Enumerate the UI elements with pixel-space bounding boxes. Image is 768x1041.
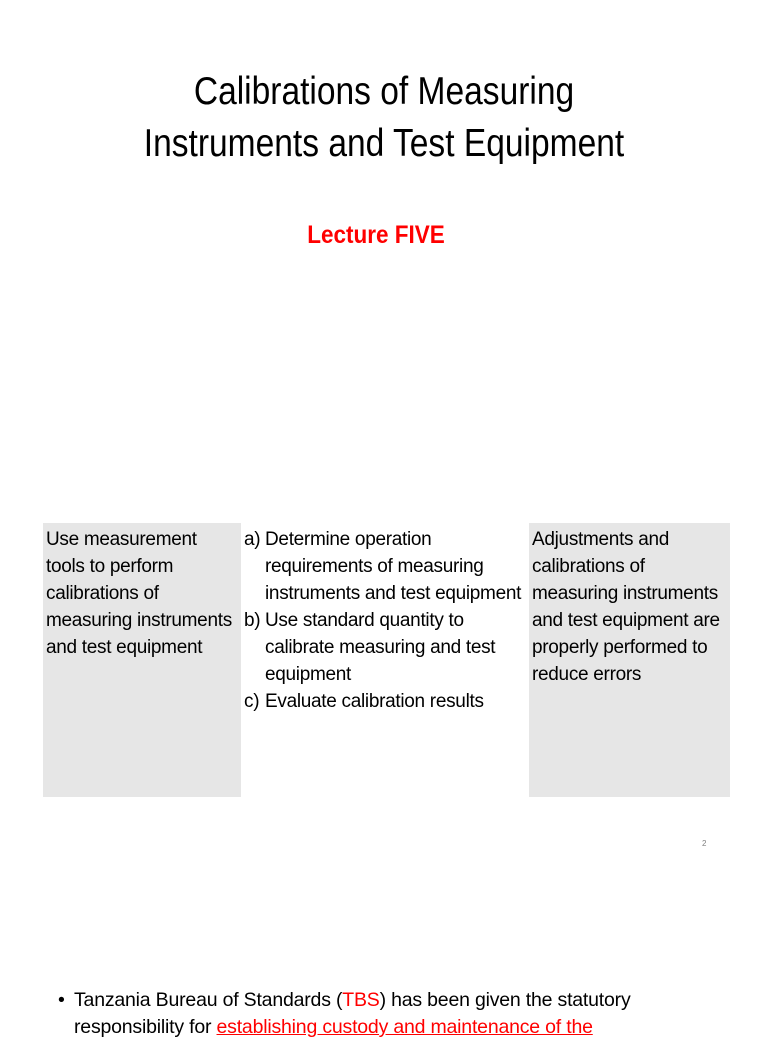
table-cell-steps — [241, 523, 530, 797]
step-text-cont: equipment — [265, 664, 352, 685]
step-text: Use standard quantity to — [265, 610, 464, 631]
cell-text-line: Adjustments and — [532, 529, 670, 550]
cell-text-line: properly performed to — [532, 637, 708, 658]
cell-text-line: calibrations of — [532, 556, 645, 577]
cell-text-line: tools to perform — [46, 556, 174, 577]
step-marker: b) — [244, 610, 261, 631]
table-cell-criteria — [529, 523, 730, 797]
cell-text-line: measuring instruments — [532, 583, 718, 604]
step-item-b — [244, 607, 530, 688]
cell-text-line: and test equipment are — [532, 610, 720, 631]
bullet-icon: • — [58, 989, 65, 1011]
slide-subtitle: Lecture FIVE — [307, 221, 445, 249]
page-number: 2 — [702, 839, 707, 848]
cell-text-line: calibrations of — [46, 583, 159, 604]
table-cell-competence — [43, 523, 241, 797]
cell-text-line: measuring instruments — [46, 610, 232, 631]
bullet-line-1 — [58, 987, 758, 1014]
step-text-cont: requirements of measuring — [265, 556, 484, 577]
bullet-highlight-tbs: TBS — [342, 989, 380, 1011]
bullet-item — [58, 987, 758, 1041]
step-item-c — [244, 688, 530, 715]
step-text-cont: calibrate measuring and test — [265, 637, 496, 658]
step-marker: a) — [244, 529, 261, 550]
bullet-line-2 — [58, 1014, 758, 1041]
bullet-highlight-custody: establishing custody and maintenance of the — [216, 1016, 593, 1038]
bullet-text: responsibility for — [74, 1016, 217, 1038]
title-line-1: Calibrations of Measuring — [193, 70, 575, 113]
bullet-text: ) has been given the statutory — [379, 989, 631, 1011]
step-marker: c) — [244, 691, 260, 712]
cell-text-line: Use measurement — [46, 529, 197, 550]
step-text: Determine operation — [265, 529, 432, 550]
step-item-a — [244, 526, 530, 607]
cell-text-line: reduce errors — [532, 664, 642, 685]
title-line-2: Instruments and Test Equipment — [143, 122, 625, 165]
step-text-cont: instruments and test equipment — [265, 583, 522, 604]
bullet-text: Tanzania Bureau of Standards ( — [74, 989, 343, 1011]
slide-title — [54, 66, 714, 170]
cell-text-line: and test equipment — [46, 637, 203, 658]
step-text: Evaluate calibration results — [265, 691, 484, 712]
